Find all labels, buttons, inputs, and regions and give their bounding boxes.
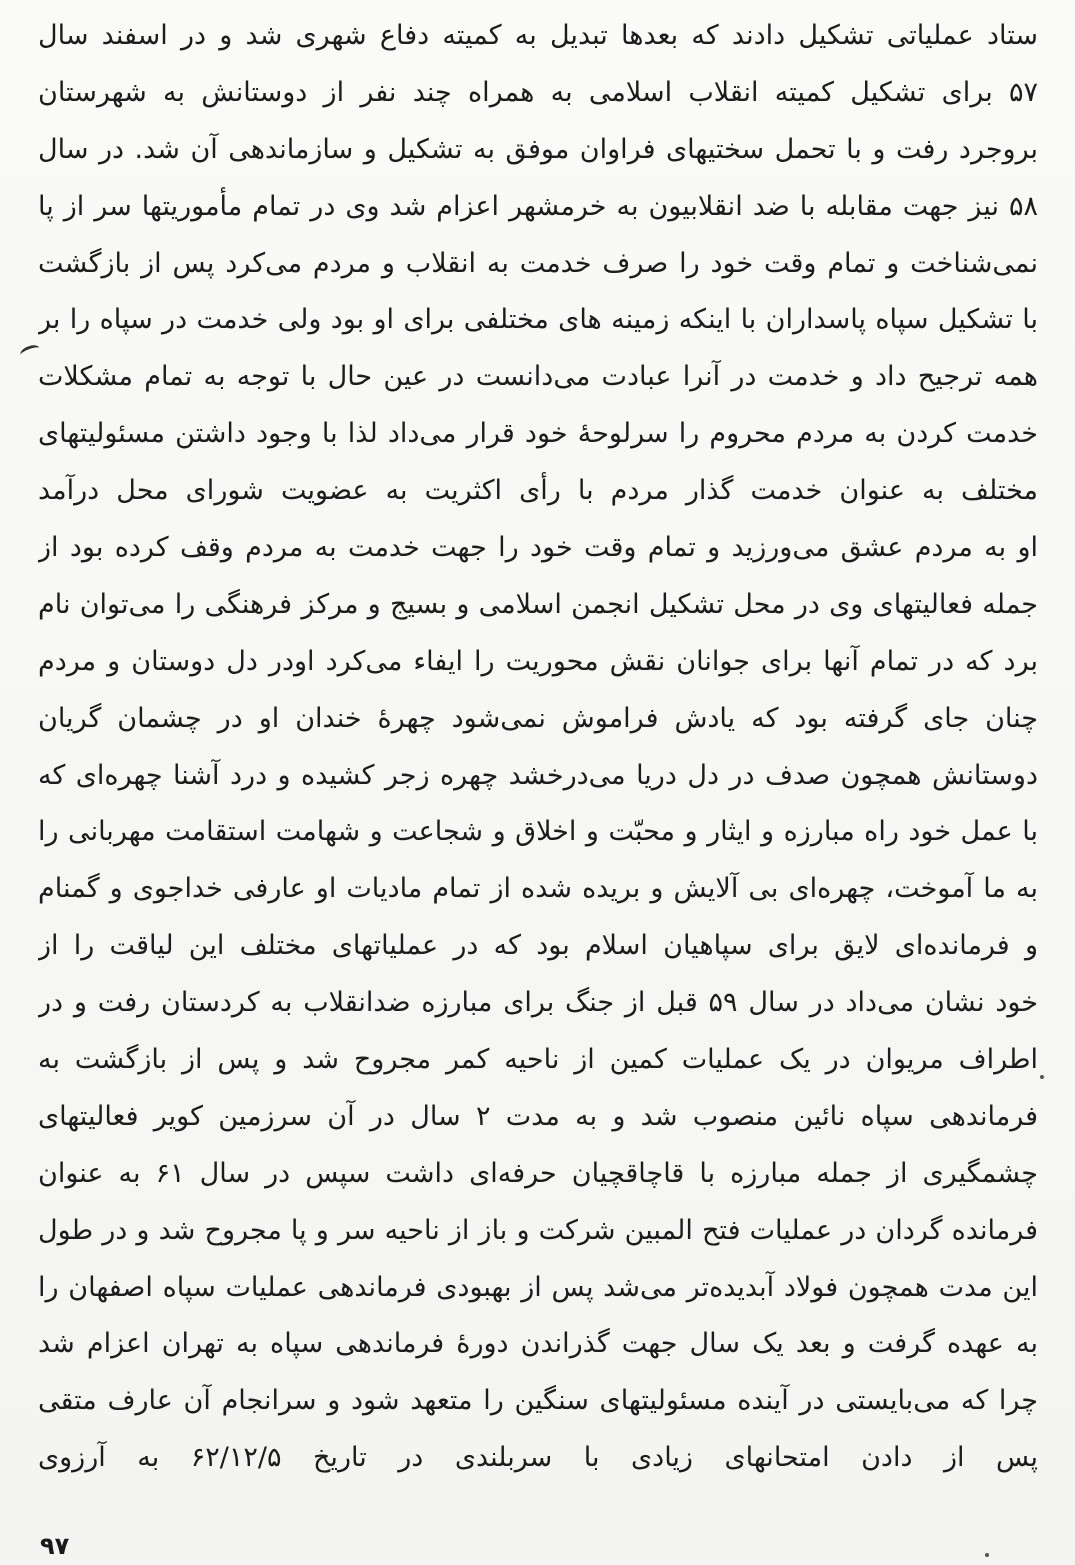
body-text (38, 8, 1038, 1487)
text-line: فرمانده گردان در عملیات فتح المبین شرکت و باز از ناحیه سر و پا مجروح شد و در طول (38, 1214, 1038, 1246)
text-line: همه ترجیح داد و خدمت در آنرا عبادت می‌دانست در عین حال با توجه به تمام مشکلات (38, 361, 1038, 393)
text-line: به ما آموخت، چهره‌ای بی آلایش و بریده شده از تمام مادیات او عارفی خداجوی و گمنام (38, 873, 1038, 905)
text-line: پس از دادن امتحانهای زیادی با سربلندی در تاریخ ۶۲/۱۲/۵ به آرزوی (38, 1442, 1038, 1474)
text-line: اطراف مریوان در یک عملیات کمین از ناحیه کمر مجروح شد و پس از بازگشت به (38, 1044, 1038, 1076)
text-line: این مدت همچون فولاد آبدیده‌تر می‌شد پس از بهبودی فرماندهی عملیات سپاه اصفهان را (38, 1271, 1038, 1303)
text-line: خود نشان می‌داد در سال ۵۹ قبل از جنگ برای مبارزه ضدانقلاب به کردستان رفت و در (38, 987, 1038, 1019)
text-line: مختلف به عنوان خدمت گذار مردم با رأی اکثریت به عضویت شورای محل درآمد (38, 475, 1038, 507)
text-line: خدمت کردن به مردم محروم را سرلوحهٔ خود قرار می‌داد لذا با وجود داشتن مسئولیتهای (38, 418, 1038, 450)
text-line: جمله فعالیتهای وی در محل تشکیل انجمن اسلامی و بسیج و مرکز فرهنگی را می‌توان نام (38, 588, 1038, 620)
text-line: چشمگیری از جمله مبارزه با قاچاقچیان حرفه‌ای داشت سپس در سال ۶۱ به عنوان (38, 1157, 1038, 1189)
text-line: چرا که می‌بایستی در آینده مسئولیتهای سنگین را متعهد شود و سرانجام آن عارف متقی (38, 1385, 1038, 1417)
text-line: با عمل خود راه مبارزه و ایثار و محبّت و اخلاق و شجاعت و شهامت استقامت مهربانی را (38, 816, 1038, 848)
speck (1040, 1075, 1044, 1079)
text-line: به عهده گرفت و بعد یک سال جهت گذراندن دورهٔ فرماندهی سپاه به تهران اعزام شد (38, 1328, 1038, 1360)
text-line: او به مردم عشق می‌ورزید و تمام وقت خود را جهت خدمت به مردم وقف کرده بود از (38, 532, 1038, 564)
text-line: چنان جای گرفته بود که یادش فراموش نمی‌شود چهرهٔ خندان او در چشمان گریان (38, 702, 1038, 734)
text-line: برد که در تمام آنها برای جوانان نقش محوریت را ایفاء می‌کرد اودر دل دوستان و مردم (38, 645, 1038, 677)
text-line: بروجرد رفت و با تحمل سختیهای فراوان موفق به تشکیل و سازماندهی آن شد. در سال (38, 133, 1038, 165)
text-line: ۵۸ نیز جهت مقابله با ضد انقلابیون به خرمشهر اعزام شد وی در تمام مأموریتها سر از پا (38, 190, 1038, 222)
text-line: ۵۷ برای تشکیل کمیته انقلاب اسلامی به همراه چند نفر از دوستانش به شهرستان (38, 76, 1038, 108)
text-line: فرماندهی سپاه نائین منصوب شد و به مدت ۲ سال در آن سرزمین کویر فعالیتهای (38, 1100, 1038, 1132)
text-line: با تشکیل سپاه پاسداران با اینکه زمینه های مختلفی برای او بود ولی خدمت در سپاه را بر (38, 304, 1038, 336)
speck (985, 1553, 989, 1557)
text-line: دوستانش همچون صدف در دل دریا می‌درخشد چهره زجر کشیده و درد آشنا چهره‌ای که (38, 759, 1038, 791)
text-line: نمی‌شناخت و تمام وقت خود را صرف خدمت به انقلاب و مردم می‌کرد پس از بازگشت (38, 247, 1038, 279)
text-line: ستاد عملیاتی تشکیل دادند که بعدها تبدیل به کمیته دفاع شهری شد و در اسفند سال (38, 20, 1038, 51)
page-number: ۹۷ (40, 1532, 70, 1560)
text-line: و فرمانده‌ای لایق برای سپاهیان اسلام بود که در عملیاتهای مختلف این لیاقت را از (38, 930, 1038, 962)
